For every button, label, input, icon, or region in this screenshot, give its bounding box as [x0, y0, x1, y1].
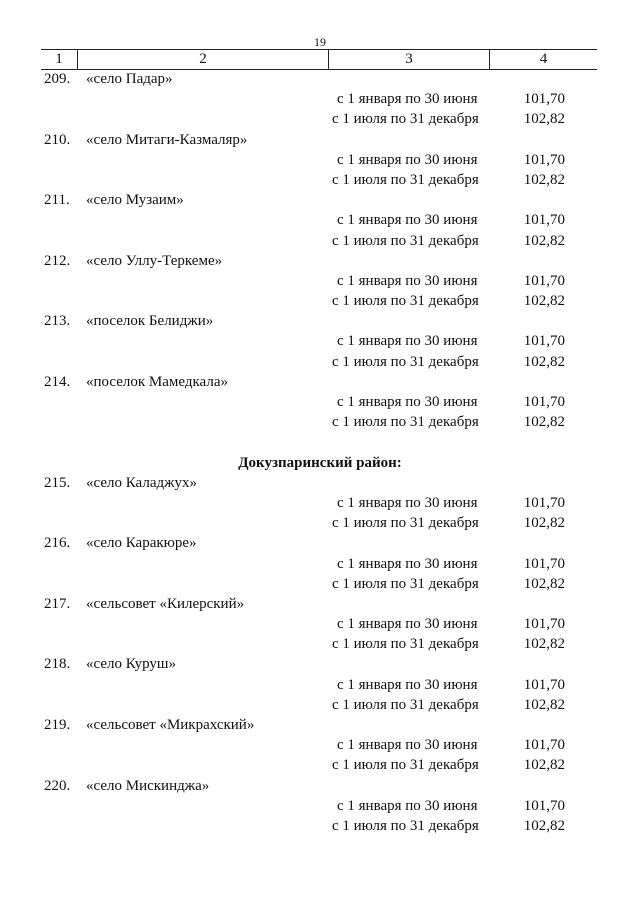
period-row [0, 89, 640, 109]
period-label: с 1 января по 30 июня [337, 272, 478, 289]
row-number: 219. [44, 717, 71, 733]
table-header [41, 49, 597, 70]
period-row [0, 231, 640, 251]
period-row [0, 352, 640, 372]
settlement-row [0, 69, 640, 89]
period-row [0, 109, 640, 129]
index-value: 101,70 [523, 151, 565, 168]
settlement-row [0, 473, 640, 493]
period-label: с 1 июля по 31 декабря [332, 171, 479, 188]
row-number: 215. [44, 474, 71, 491]
period-row [0, 816, 640, 836]
index-value: 101,70 [523, 616, 565, 633]
row-number: 217. [44, 595, 71, 612]
settlement-name: «сельсовет «Микрахский» [86, 717, 255, 733]
settlement-name: «поселок Белиджи» [86, 313, 214, 330]
period-row [0, 614, 640, 634]
index-value: 102,82 [523, 414, 565, 431]
period-label: с 1 июля по 31 декабря [332, 515, 479, 532]
period-label: с 1 июля по 31 декабря [332, 575, 479, 592]
period-label: с 1 июля по 31 декабря [332, 817, 479, 834]
index-value: 102,82 [523, 575, 565, 592]
settlement-name: «село Падар» [86, 71, 173, 87]
period-label: с 1 января по 30 июня [337, 394, 478, 410]
index-value: 102,82 [523, 232, 565, 249]
settlement-row [0, 715, 640, 735]
blank-row [0, 432, 640, 452]
period-label: с 1 июля по 31 декабря [332, 757, 479, 774]
index-value: 102,82 [523, 171, 565, 188]
period-label: с 1 января по 30 июня [337, 797, 478, 814]
period-row [0, 170, 640, 190]
period-label: с 1 января по 30 июня [337, 737, 478, 754]
period-row [0, 331, 640, 351]
index-value: 102,82 [523, 696, 565, 713]
settlement-row [0, 190, 640, 210]
period-row [0, 271, 640, 291]
settlement-name: «сельсовет «Килерский» [86, 595, 245, 612]
period-label: с 1 января по 30 июня [337, 676, 478, 693]
header-col-3: 3 [405, 51, 413, 67]
table-body [0, 69, 640, 836]
period-label: с 1 января по 30 июня [337, 151, 478, 168]
index-value: 102,82 [523, 293, 565, 310]
row-number: 214. [44, 373, 71, 390]
period-row [0, 675, 640, 695]
settlement-row [0, 594, 640, 614]
period-label: с 1 июля по 31 декабря [332, 636, 479, 653]
period-label: с 1 января по 30 июня [337, 91, 478, 108]
index-value: 102,82 [523, 636, 565, 653]
index-value: 102,82 [523, 111, 565, 128]
settlement-name: «село Уллу-Теркеме» [86, 252, 223, 269]
settlement-row [0, 533, 640, 553]
period-label: с 1 июля по 31 декабря [332, 696, 479, 713]
period-label: с 1 января по 30 июня [337, 212, 478, 229]
period-label: с 1 января по 30 июня [337, 616, 478, 633]
index-value: 102,82 [523, 515, 565, 532]
period-label: с 1 июля по 31 декабря [332, 232, 479, 249]
index-value: 101,70 [523, 737, 565, 754]
settlement-name: «село Митаги-Казмаляр» [86, 131, 248, 148]
index-value: 101,70 [523, 91, 565, 108]
period-row [0, 210, 640, 230]
row-number: 211. [44, 192, 70, 209]
index-value: 101,70 [523, 212, 565, 229]
period-row [0, 796, 640, 816]
row-number: 216. [44, 535, 71, 552]
row-number: 220. [44, 777, 71, 794]
index-value: 101,70 [523, 555, 565, 572]
settlement-row [0, 372, 640, 392]
row-number: 213. [44, 313, 71, 330]
period-row [0, 695, 640, 715]
index-value: 101,70 [523, 494, 565, 511]
index-value: 101,70 [523, 676, 565, 693]
header-col-2: 2 [199, 51, 207, 67]
period-row [0, 634, 640, 654]
settlement-name: «поселок Мамедкала» [86, 373, 228, 390]
header-col-4: 4 [539, 51, 548, 67]
settlement-row [0, 654, 640, 674]
period-label: с 1 июля по 31 декабря [332, 414, 479, 431]
period-row [0, 493, 640, 513]
settlement-row [0, 776, 640, 796]
row-number: 209. [44, 71, 71, 87]
row-number: 210. [44, 131, 71, 148]
section-row [0, 453, 640, 473]
period-label: с 1 января по 30 июня [337, 333, 478, 350]
period-row [0, 392, 640, 412]
index-value: 102,82 [523, 353, 565, 370]
row-number: 218. [44, 656, 71, 673]
period-label: с 1 июля по 31 декабря [332, 293, 479, 310]
settlement-name: «село Каладжух» [86, 474, 197, 491]
page-number: 19 [314, 35, 326, 49]
settlement-row [0, 130, 640, 150]
index-value: 101,70 [523, 394, 565, 410]
period-label: с 1 января по 30 июня [337, 555, 478, 572]
period-row [0, 513, 640, 533]
index-value: 101,70 [523, 272, 565, 289]
header-col-1: 1 [55, 51, 63, 67]
index-value: 101,70 [523, 797, 565, 814]
settlement-name: «село Каракюре» [86, 535, 197, 552]
period-row [0, 574, 640, 594]
period-row [0, 735, 640, 755]
period-row [0, 554, 640, 574]
index-value: 101,70 [523, 333, 565, 350]
period-row [0, 150, 640, 170]
index-value: 102,82 [523, 757, 565, 774]
section-title: Докузпаринский район: [238, 454, 402, 471]
row-number: 212. [44, 252, 71, 269]
period-label: с 1 июля по 31 декабря [332, 111, 479, 128]
period-row [0, 755, 640, 775]
period-label: с 1 июля по 31 декабря [332, 353, 479, 370]
settlement-name: «село Куруш» [86, 656, 176, 673]
settlement-name: «село Музаим» [86, 192, 184, 209]
period-row [0, 412, 640, 432]
settlement-row [0, 251, 640, 271]
period-row [0, 291, 640, 311]
settlement-name: «село Мискинджа» [86, 777, 210, 794]
index-value: 102,82 [523, 817, 565, 834]
settlement-row [0, 311, 640, 331]
period-label: с 1 января по 30 июня [337, 494, 478, 511]
